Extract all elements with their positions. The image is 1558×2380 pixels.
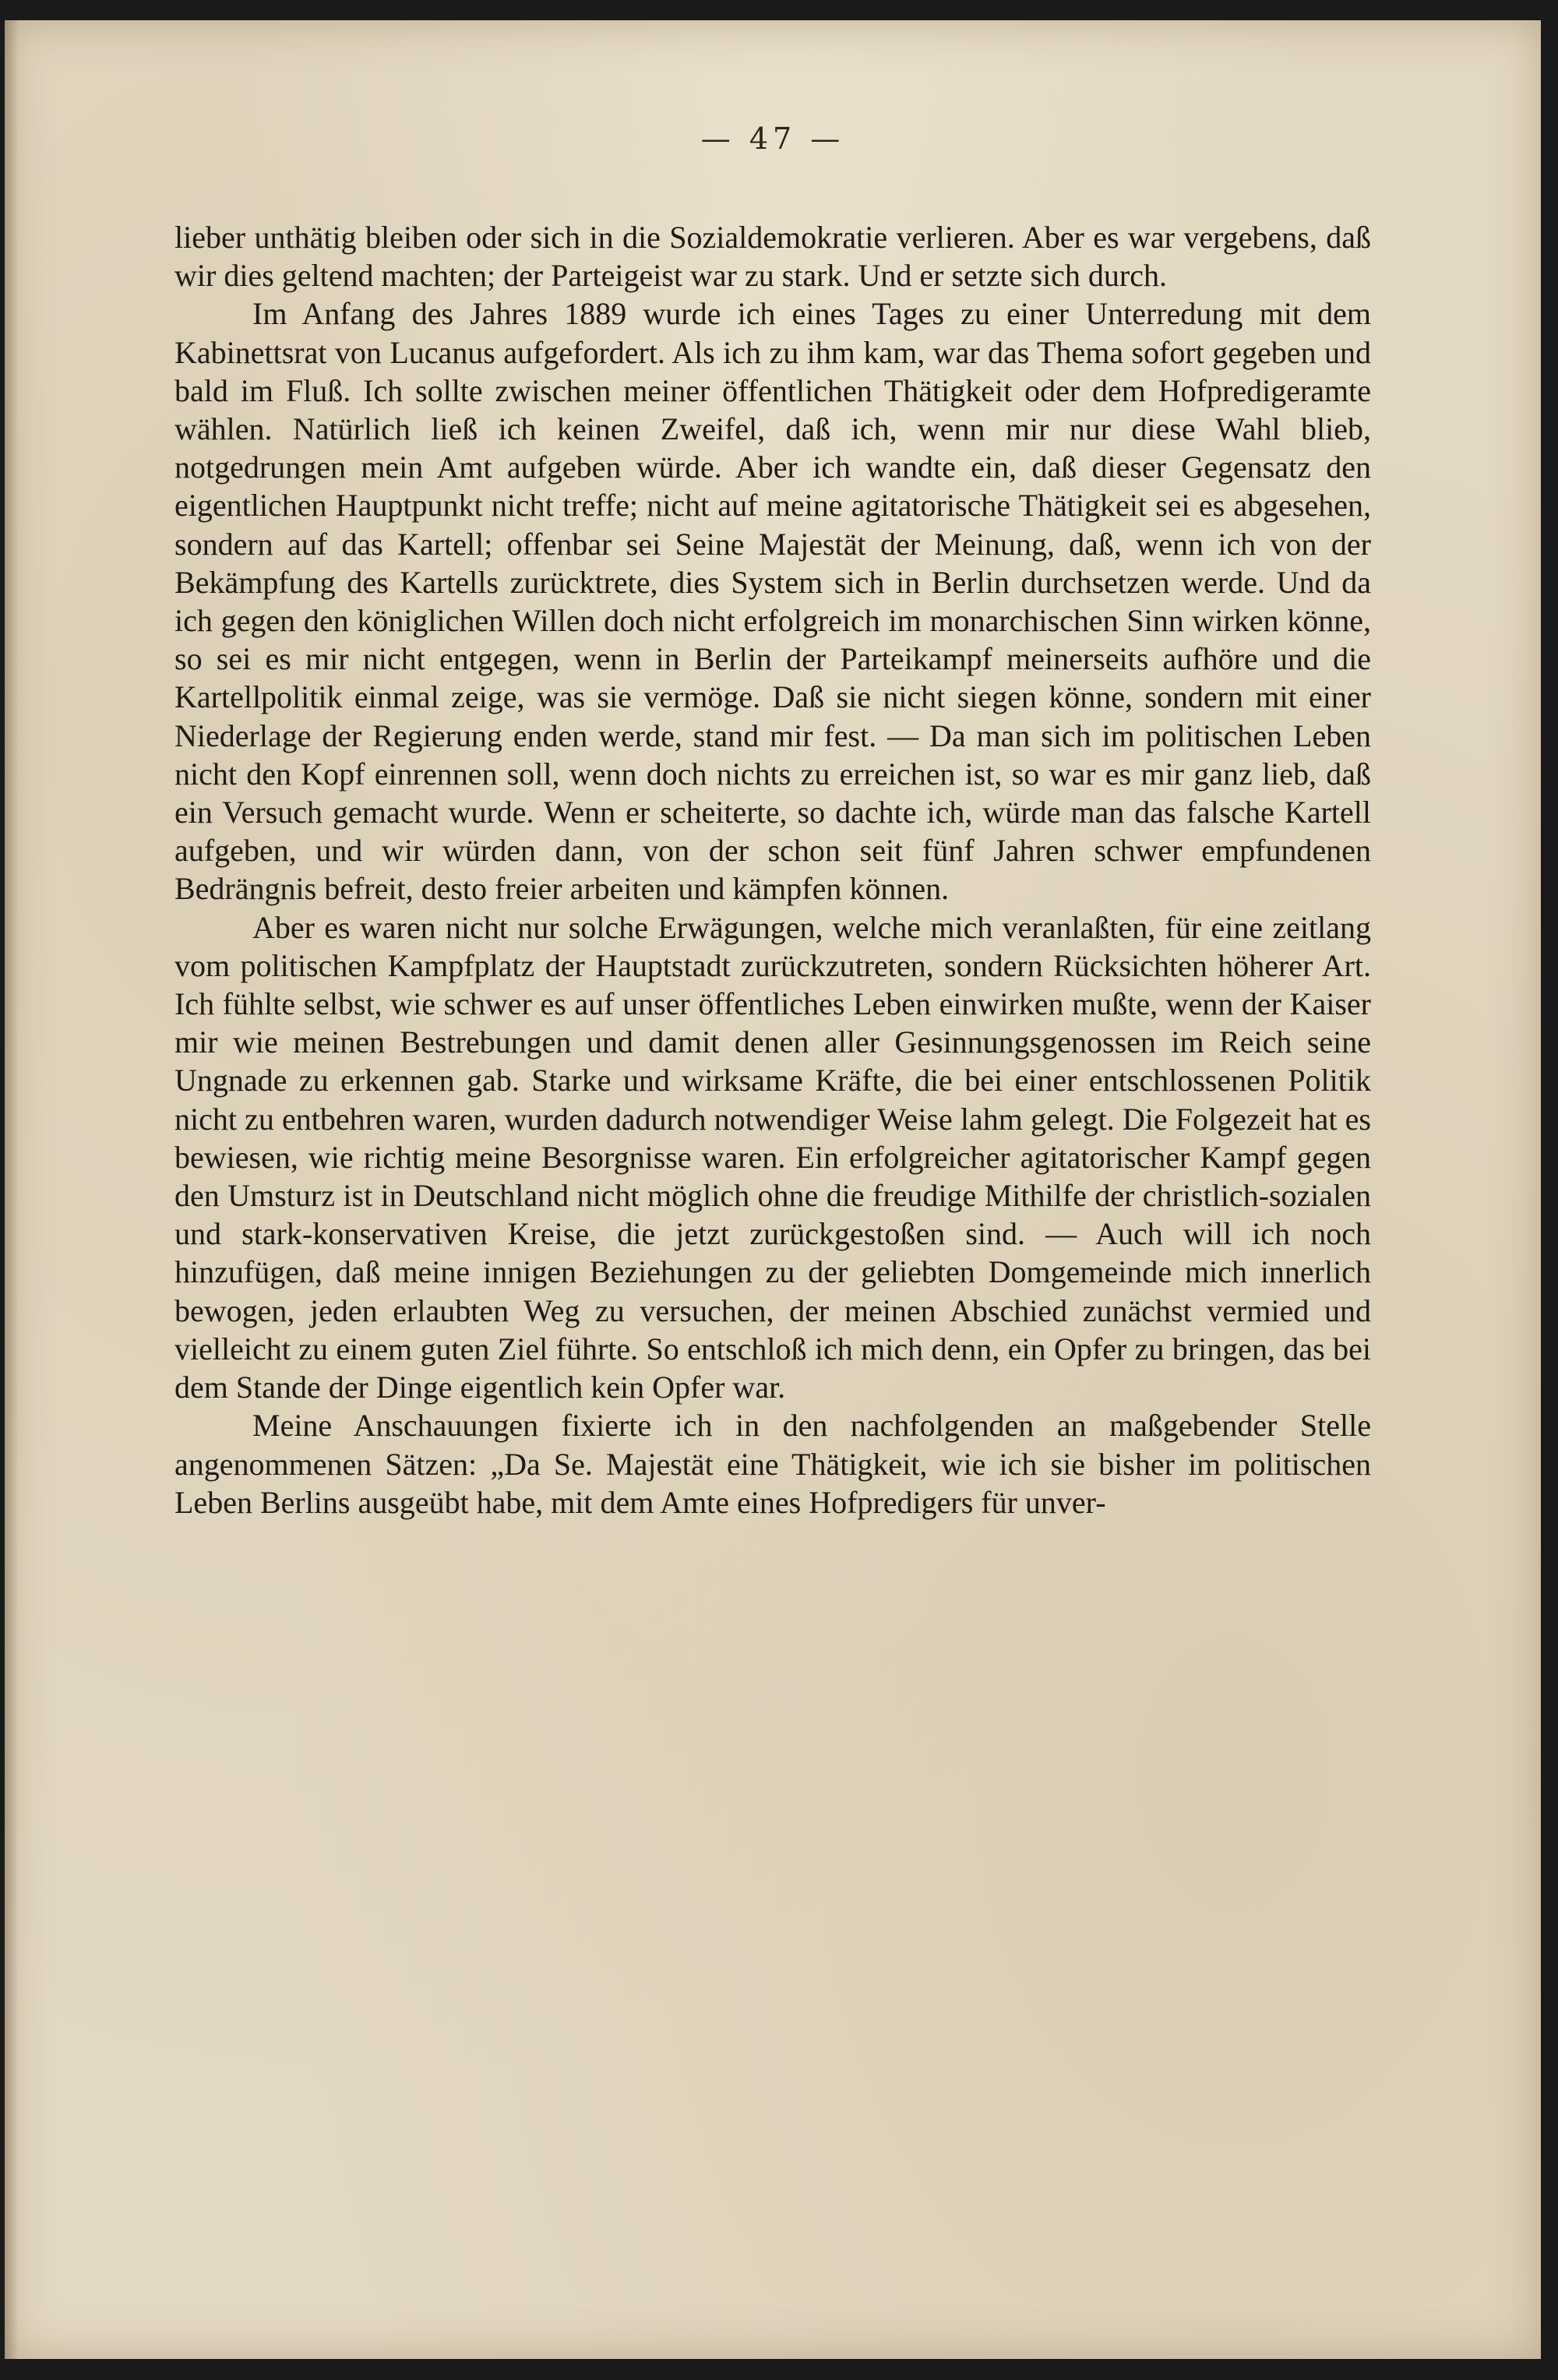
paragraph-1: lieber unthätig bleiben oder sich in die Sozialdemokratie verlieren. Aber es war vergebens, daß wir dies geltend machten; der Parteigeist war zu stark. Und er setzte sich durch. — [174, 220, 1371, 294]
page-spine-shadow — [5, 20, 19, 2359]
paragraph-4: Meine Anschauungen fixierte ich in den nachfolgenden an maßgebender Stelle angenommenen Sätzen: „Da Se. Majestät eine Thätigkeit, wie ich sie bisher im politischen Leben Berlins ausgeübt habe, mit dem Amte eines Hofpredigers für unver- — [174, 1408, 1371, 1520]
paragraph-3: Aber es waren nicht nur solche Erwägungen, welche mich veranlaßten, für eine zeitlang vom politischen Kampfplatz der Hauptstadt zurückzutreten, sondern Rücksichten höherer Art. Ich fühlte selbst, wie schwer es auf unser öffentliches Leben einwirken mußte, wenn der Kaiser mir wie meinen Bestrebungen und damit denen aller Gesinnungsgenossen im Reich seine Ungnade zu erkennen gab. Starke und wirksame Kräfte, die bei einer entschlossenen Politik nicht zu entbehren waren, wurden dadurch notwendiger Weise lahm gelegt. Die Folgezeit hat es bewiesen, wie richtig meine Besorgnisse waren. Ein erfolgreicher agitatorischer Kampf gegen den Umsturz ist in Deutschland nicht möglich ohne die freudige Mithilfe der christlich-sozialen und stark-konservativen Kreise, die jetzt zurückgestoßen sind. — Auch will ich noch hinzufügen, daß meine innigen Beziehungen zu der geliebten Domgemeinde mich innerlich bewogen, jeden erlaubten Weg zu versuchen, der meinen Abschied zunächst vermied und vielleicht zu einem guten Ziel führte. So entschloß ich mich denn, ein Opfer zu bringen, das bei dem Stande der Dinge eigentlich kein Opfer war. — [174, 909, 1371, 1405]
body-text — [174, 218, 1371, 1521]
book-page — [5, 20, 1541, 2359]
paragraph-2: Im Anfang des Jahres 1889 wurde ich eines Tages zu einer Unterredung mit dem Kabinettsrat von Lucanus aufgefordert. Als ich zu ihm kam, war das Thema sofort gegeben und bald im Fluß. Ich sollte zwischen meiner öffentlichen Thätigkeit oder dem Hofpredigeramte wählen. Natürlich ließ ich keinen Zweifel, daß ich, wenn mir nur diese Wahl blieb, notgedrungen mein Amt aufgeben würde. Aber ich wandte ein, daß dieser Gegensatz den eigentlichen Hauptpunkt nicht treffe; nicht auf meine agitatorische Thätigkeit sei es abgesehen, sondern auf das Kartell; offenbar sei Seine Majestät der Meinung, daß, wenn ich von der Bekämpfung des Kartells zurücktrete, dies System sich in Berlin durchsetzen werde. Und da ich gegen den königlichen Willen doch nicht erfolgreich im monarchischen Sinn wirken könne, so sei es mir nicht entgegen, wenn in Berlin der Parteikampf meinerseits aufhöre und die Kartellpolitik einmal zeige, was sie vermöge. Daß sie nicht siegen könne, sondern mit einer Niederlage der Regierung enden werde, stand mir fest. — Da man sich im politischen Leben nicht den Kopf einrennen soll, wenn doch nichts zu erreichen ist, so war es mir ganz lieb, daß ein Versuch gemacht wurde. Wenn er scheiterte, so dachte ich, würde man das falsche Kartell aufgeben, und wir würden dann, von der schon seit fünf Jahren schwer empfundenen Bedrängnis befreit, desto freier arbeiten und kämpfen können. — [174, 296, 1371, 907]
page-number: — 47 — — [700, 122, 845, 156]
